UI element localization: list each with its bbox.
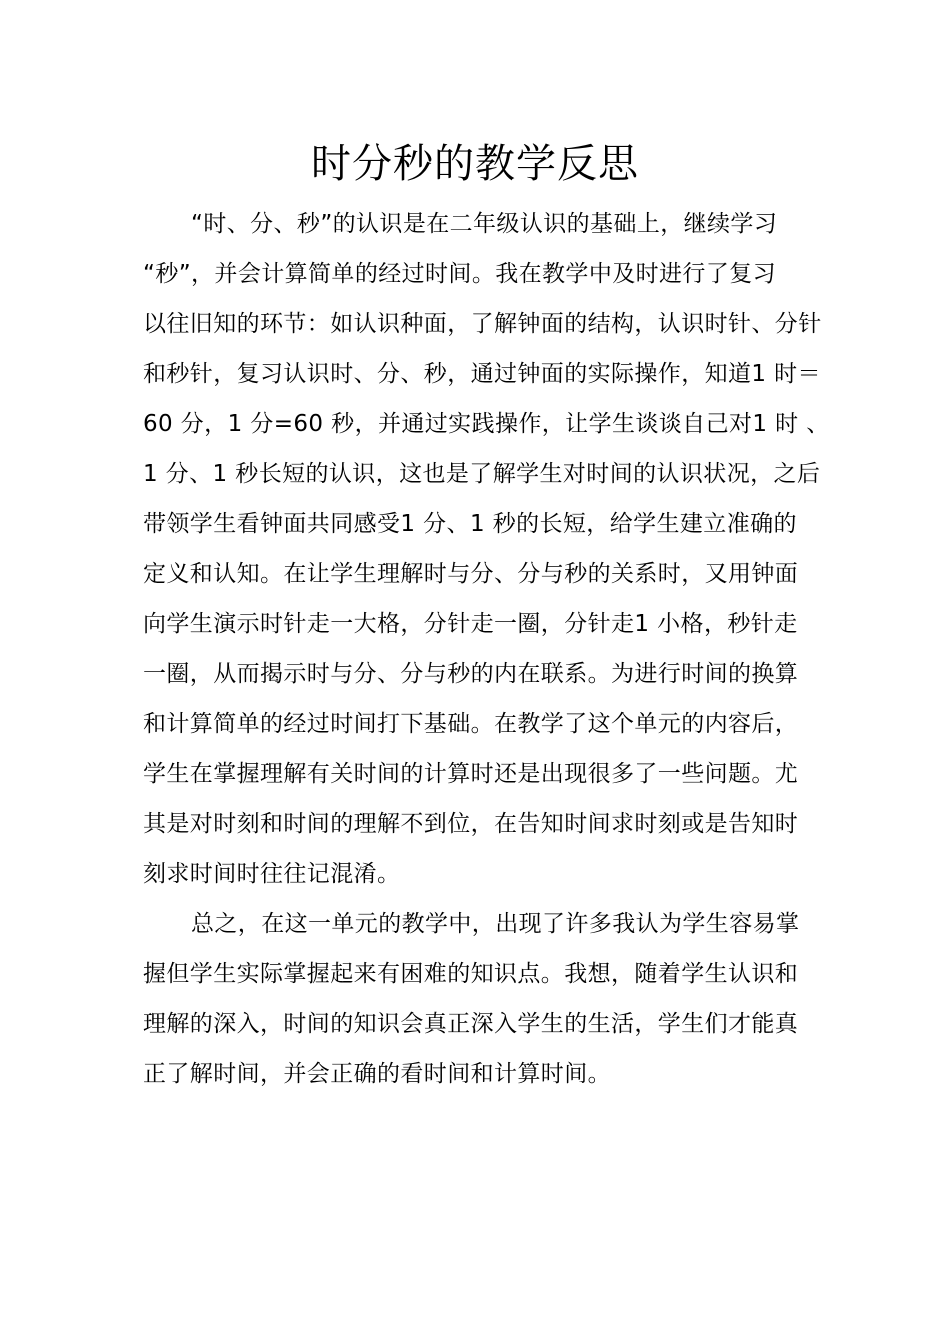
paragraph-1 (143, 199, 830, 899)
text-line: “秒”，并会计算简单的经过时间。我在教学中及时进行了复习 (143, 261, 777, 287)
text-line: 一圈，从而揭示时与分、分与秒的内在联系。为进行时间的换算 (143, 661, 799, 687)
text-line: 其是对时刻和时间的理解不到位，在告知时间求时刻或是告知时 (143, 811, 799, 837)
text-line: 向学生演示时针走一大格，分针走一圈，分针走1 小格，秒针走 (143, 611, 798, 637)
text-line: 60 分，1 分=60 秒，并通过实践操作，让学生谈谈自己对1 时 、 (143, 411, 830, 437)
text-line: 定义和认知。在让学生理解时与分、分与秒的关系时，又用钟面 (143, 561, 799, 587)
page-title: 时分秒的教学反思 (311, 141, 639, 187)
text-line: “时、分、秒”的认识是在二年级认识的基础上，继续学习 (191, 211, 778, 237)
text-line: 理解的深入，时间的知识会真正深入学生的生活，学生们才能真 (143, 1011, 799, 1037)
text-line: 学生在掌握理解有关时间的计算时还是出现很多了一些问题。尤 (143, 761, 799, 787)
text-line: 和计算简单的经过时间打下基础。在教学了这个单元的内容后， (143, 711, 799, 737)
text-line: 以往旧知的环节：如认识种面，了解钟面的结构，认识时针、分针 (143, 311, 822, 337)
text-line: 和秒针，复习认识时、分、秒，通过钟面的实际操作，知道1 时＝ (143, 361, 821, 387)
text-line: 1 分、1 秒长短的认识，这也是了解学生对时间的认识状况，之后 (143, 461, 821, 487)
text-line: 正了解时间，并会正确的看时间和计算时间。 (143, 1061, 611, 1087)
text-line: 带领学生看钟面共同感受1 分、1 秒的长短，给学生建立准确的 (143, 511, 797, 537)
document-body (143, 199, 830, 1099)
text-line: 握但学生实际掌握起来有困难的知识点。我想，随着学生认识和 (143, 961, 799, 987)
paragraph-2 (143, 899, 811, 1099)
text-line: 刻求时间时往往记混淆。 (143, 861, 401, 887)
text-line: 总之，在这一单元的教学中，出现了许多我认为学生容易掌 (191, 911, 800, 937)
